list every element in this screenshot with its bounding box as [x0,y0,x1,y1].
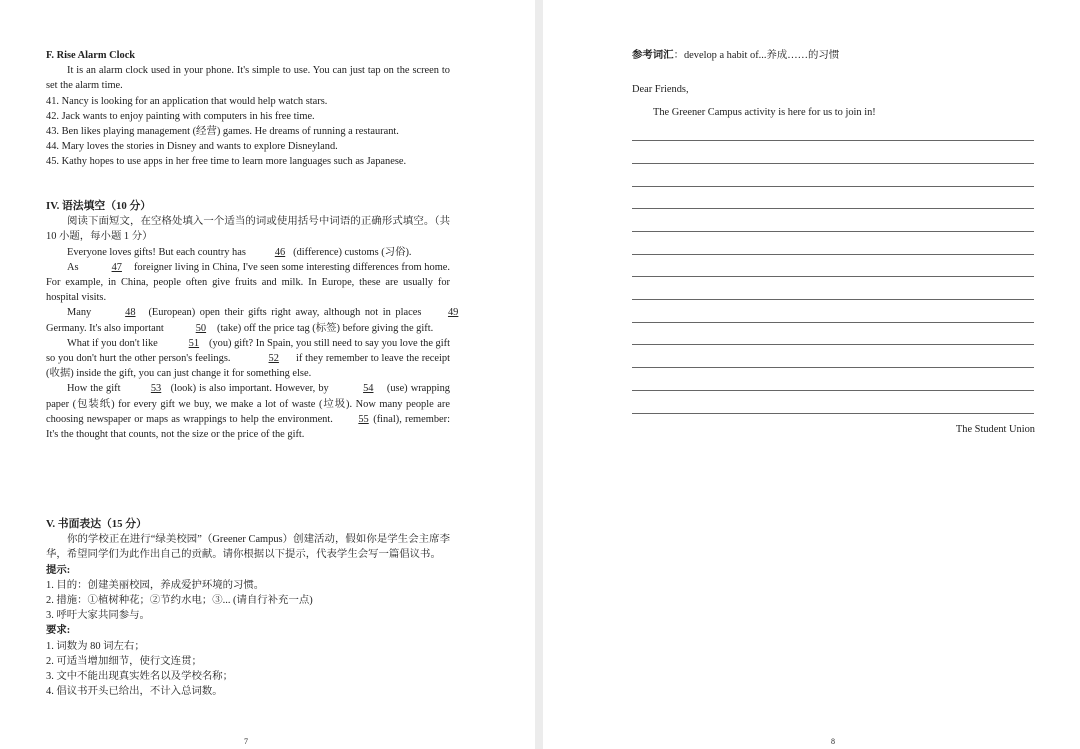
writing-line[interactable] [632,344,1034,345]
vocab-text: ：develop a habit of...养成……的习惯 [673,50,840,61]
letter-signature: The Student Union [955,424,1035,435]
letter-opening: The Greener Campus activity is here for us to join in! [653,107,876,118]
letter-greeting: Dear Friends, [632,84,689,95]
section-f-item: 41. Nancy is looking for an application that would help watch stars. [46,95,328,107]
writing-line[interactable] [632,276,1034,277]
writing-line[interactable] [632,299,1034,300]
writing-line[interactable] [632,413,1034,414]
section-v [46,517,450,699]
page-number: 8 [831,737,835,746]
requirement-item: 1. 词数为 80 词左右； [46,640,145,652]
hint-item: 3. 呼吁大家共同参与。 [46,610,150,622]
section-f-title: F. Rise Alarm Clock [46,50,136,61]
blank-50[interactable]: 50 [195,322,207,334]
passage-paragraph: As 47 foreigner living in China, I've seen some interesting differences from home. For example, in China, people often give fruits and milk. In Europe, these are usually for hospital visits. [46,261,450,304]
vocab-note [632,48,1034,63]
blank-47[interactable]: 47 [111,261,122,273]
vocab-label: 参考词汇 [632,50,674,61]
blank-46[interactable]: 46 [274,246,286,258]
section-v-heading: V. 书面表达（15 分） [46,518,147,530]
section-f [46,48,450,170]
passage-paragraph: Everyone loves gifts! But each country has 46 (difference) customs (习俗). [46,245,450,260]
writing-line[interactable] [632,322,1034,323]
section-iv [46,199,459,442]
blank-54[interactable]: 54 [363,383,374,395]
section-f-item: 45. Kathy hopes to use apps in her free time to learn more languages such as Japanese. [46,156,407,168]
section-f-intro: It is an alarm clock used in your phone. It's simple to use. You can just tap on the screen to set the alarm time. [46,65,450,92]
writing-line[interactable] [632,231,1034,232]
passage-paragraph: Many 48 (European) open their gifts right away, although not in places 49 Germany. It's also important 50 (take) off the price tag (标签) before giving the gift. [46,305,450,335]
writing-line[interactable] [632,254,1034,255]
hint-item: 2. 措施：①植树种花；②节约水电；③... (请自行补充一点) [46,595,313,607]
blank-51[interactable]: 51 [188,337,200,349]
section-iv-heading: IV. 语法填空（10 分） [46,200,152,212]
section-v-intro: 你的学校正在进行“绿美校园”（Greener Campus）创建活动，假如你是学生会主席李华，希望同学们为此作出自己的贡献。请你根据以下提示，代表学生会写一篇倡议书。 [46,534,450,561]
requirement-item: 4. 倡议书开头已给出，不计入总词数。 [46,686,223,698]
requirement-item: 3. 文中不能出现真实姓名以及学校名称； [46,671,234,683]
requirement-item: 2. 可适当增加细节，使行文连贯； [46,655,202,667]
page-number: 7 [244,737,248,746]
writing-line[interactable] [632,208,1034,209]
passage-paragraph: What if you don't like 51 (you) gift? In Spain, you still need to say you love the gift so you don't hurt the other person's feelings. 52 if they remember to leave the receipt (收据) inside the gift, you can just change it for something else. [46,337,450,380]
hint-item: 1. 目的：创建美丽校园，养成爱护环境的习惯。 [46,579,265,591]
section-iv-instruction: 阅读下面短文，在空格处填入一个适当的词或使用括号中词语的正确形式填空。（共 10 小题，每小题 1 分） [46,216,450,243]
blank-52[interactable]: 52 [268,353,279,365]
writing-line[interactable] [632,186,1034,187]
blank-55[interactable]: 55 [358,413,369,425]
writing-line[interactable] [632,390,1034,391]
section-f-item: 42. Jack wants to enjoy painting with computers in his free time. [46,110,315,122]
passage-paragraph: How the gift 53 (look) is also important. However, by 54 (use) wrapping paper (包装纸) for every gift we buy, we make a lot of waste (垃圾). Now many people are choosing newspaper or maps as wrappings to help the environment. 55 (final), remember: It's the thought that counts, not the size or the price of the gift. [46,383,450,441]
writing-line[interactable] [632,163,1034,164]
section-f-item: 44. Mary loves the stories in Disney and wants to explore Disneyland. [46,141,338,153]
blank-49[interactable]: 49 [447,307,459,319]
blank-48[interactable]: 48 [125,307,136,319]
hints-label: 提示: [46,564,71,576]
requirements-label: 要求: [46,625,71,637]
writing-line[interactable] [632,367,1034,368]
writing-line[interactable] [632,140,1034,141]
page-gutter [535,0,543,749]
blank-53[interactable]: 53 [150,383,162,395]
section-f-item: 43. Ben likes playing management (经营) games. He dreams of running a restaurant. [46,126,399,138]
